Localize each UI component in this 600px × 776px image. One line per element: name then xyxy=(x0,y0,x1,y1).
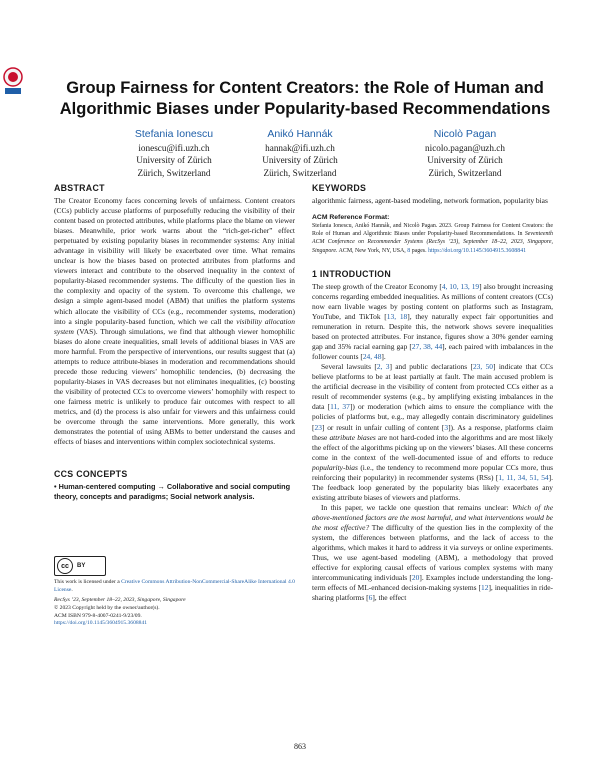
isbn-line: ACM ISBN 979-8-4007-0241-9/23/09. xyxy=(54,612,142,619)
author-affiliation: University of Zürich xyxy=(262,155,338,165)
author-block xyxy=(210,128,390,179)
author-location: Zürich, Switzerland xyxy=(137,167,211,178)
author-affiliation: University of Zürich xyxy=(136,155,212,165)
author-email[interactable]: ionescu@ifi.uzh.ch xyxy=(138,142,210,153)
title-line-2: Algorithmic Biases under Popularity-based Recommendations xyxy=(59,100,551,118)
author-location: Zürich, Switzerland xyxy=(263,167,337,178)
author-email[interactable]: nicolo.pagan@uzh.ch xyxy=(425,142,505,153)
copyright-line: © 2023 Copyright held by the owner/author(s). xyxy=(54,604,160,611)
acm-ref-heading: ACM Reference Format: xyxy=(312,214,390,222)
author-email[interactable]: hannak@ifi.uzh.ch xyxy=(265,142,335,153)
author-name: Nicolò Pagan xyxy=(433,128,497,140)
abstract-text: The Creator Economy faces concerning levels of unfairness. Content creators (CCs) publicly accuse platforms of purposefully reducing the visibility of their content based on protected attributes, while platforms place the blame on viewer biases. Meanwhile, prior work warns about the “rich-get-richer” effect perpetuated by existing popularity biases in recommender systems: Any initial advantage in visibility will likely be exacerbated over time. What remains unclear is how the biases based on protected attributes from platforms and viewers interact and contribute to the observed inequality in the context of popularity-biased recommender systems. The difficulty of the question lies in the complexity and opacity of the system. To overcome this challenge, we design a simple agent-based model (ABM) that unifies the platform systems which allocate the visibility of CCs (e.g., recommender systems, moderation) into a single popularity-based function, which we call the visibility allocation system (VAS). Through simulations, we find that although viewer homophilic biases do alone create inequalities, small levels of additional biases in VAS are more harmful. From the perspective of interventions, our results suggest that (a) attempts to reduce attribute-biases in moderation and recommendations should precede those reducing viewers’ homophilic tendencies, (b) decreasing the popularity-biases in VAS decreases but not eliminates inequalities, (c) boosting the visibility of protected CCs to overcome viewers’ homophily with respect to one fairness metric is unlikely to produce fair outcomes with respect to all metrics, and (d) the process is also unfair for viewers and this unfairness could be overcome through the same interventions. More generally, this work demonstrates the potential of using ABMs to better understand the causes and effects of biases and interventions within complex sociotechnical systems. xyxy=(54,196,295,447)
author-location: Zürich, Switzerland xyxy=(428,167,502,178)
author-affiliation: University of Zürich xyxy=(427,155,503,165)
artifacts-badge-icon xyxy=(2,66,24,96)
cc-by-label: BY xyxy=(77,563,86,570)
page-number: 863 xyxy=(294,742,306,751)
author-block xyxy=(375,128,555,179)
introduction-text xyxy=(312,282,553,604)
keywords-text: algorithmic fairness, agent-based modeling, network formation, popularity bias xyxy=(312,196,548,205)
license-text: This work is licensed under a Creative Commons Attribution-NonCommercial-ShareAlike International 4.0 License. xyxy=(54,579,295,593)
keywords-heading: KEYWORDS xyxy=(312,183,367,193)
venue-line: RecSys ’23, September 18–22, 2023, Singapore, Singapore xyxy=(54,597,186,604)
author-name: Stefania Ionescu xyxy=(134,128,214,140)
doi-link[interactable]: https://doi.org/10.1145/3604915.3608841 xyxy=(54,620,148,627)
acm-ref-text: Stefania Ionescu, Anikó Hannák, and Nicolò Pagan. 2023. Group Fairness for Content Creators: the Role of Human and Algorithmic Biases under Popularity-based Recommendations. In Seventeenth ACM Conference on Recommender Systems (RecSys ’23), September 18–22, 2023, Singapore, Singapore. ACM, New York, NY, USA, 8 pages. https://doi.org/10.1145/3604915.3608841 xyxy=(312,223,553,254)
left-column xyxy=(54,183,295,628)
abstract-heading: ABSTRACT xyxy=(54,183,105,193)
license-link[interactable]: Creative Commons Attribution-NonCommercial-ShareAlike International 4.0 License xyxy=(54,579,295,593)
acm-doi-link[interactable]: https://doi.org/10.1145/3604915.3608841 xyxy=(428,247,527,254)
introduction-heading: 1 INTRODUCTION xyxy=(312,268,391,279)
venue-info xyxy=(54,597,295,627)
right-column xyxy=(312,183,553,603)
ccs-heading: CCS CONCEPTS xyxy=(54,469,128,480)
intro-paragraph: In this paper, we tackle one question that remains unclear: Which of the above-mentioned factors are the most harmful, and what interventions would be the most effective? The difficulty of the question lies in the complexity of the system, the differences between platforms, and the lack of access to the algorithms, which makes it hard to address it via surveys or online experiments. Thus, we use agent-based modeling (ABM), a methodology that proved effective for exploring causal effects of various complex systems with many intercommunicating individuals [20]. Examples include understanding the long-term effects of ML-enhanced decision-making systems [12], inequalities in ride-sharing platforms [6], the effect xyxy=(312,502,553,603)
ccs-text: • Human-centered computing → Collaborative and social computing theory, concepts and paradigms; Social network analysis. xyxy=(54,482,291,502)
pages-link[interactable]: 8 xyxy=(407,247,411,254)
title-line-1: Group Fairness for Content Creators: the Role of Human and xyxy=(66,79,544,97)
intro-paragraph: Several lawsuits [2, 3] and public declarations [23, 50] indicate that CCs believe platforms to be at least partially at fault. The main accused problem is the artificial decrease in the visibility of content from protected CCs either as a result of recommender systems (e.g., by amplifying existing imbalances in the data [11, 37]) or moderation (which aims to ensure the compliance with the policies of platforms but, e.g., may allegedly contain discriminatory guidelines [23] or result in unfair culling of content [3]). As a response, platforms claim these attribute biases are not hard-coded into the algorithms and are most likely the effect of the algorithms picking up on the viewers’ biases. All these concerns come in the context of the well-documented issue of and efforts to reduce popularity-bias (i.e., the tendency to recommend more popular CCs more, thus reinforcing their popularity) in recommender systems (RSs) [1, 11, 34, 51, 54]. The feedback loop generated by the popularity bias likely exacerbates any existing attribute biases of viewers and platforms. xyxy=(312,362,553,502)
intro-paragraph: The steep growth of the Creator Economy [4, 10, 13, 19] also brought increasing concerns regarding embedded inequalities. As millions of content creators (CCs) now earn livable wages by posting content on platforms such as Instagram, YouTube, and TikTok [13, 18], they naturally expect fair opportunities and remuneration in return. Despite this, the network shows severe inequalities based on protected attributes. For instance, figures show a 30% gender earning gap and 35% racial earning gap [27, 38, 44], each paired with imbalances in the follower counts [24, 48]. xyxy=(312,281,554,362)
paper-title xyxy=(40,78,570,120)
cc-license-logo[interactable] xyxy=(54,556,106,576)
author-name: Anikó Hannák xyxy=(267,128,333,140)
cc-icon: cc xyxy=(57,558,73,574)
